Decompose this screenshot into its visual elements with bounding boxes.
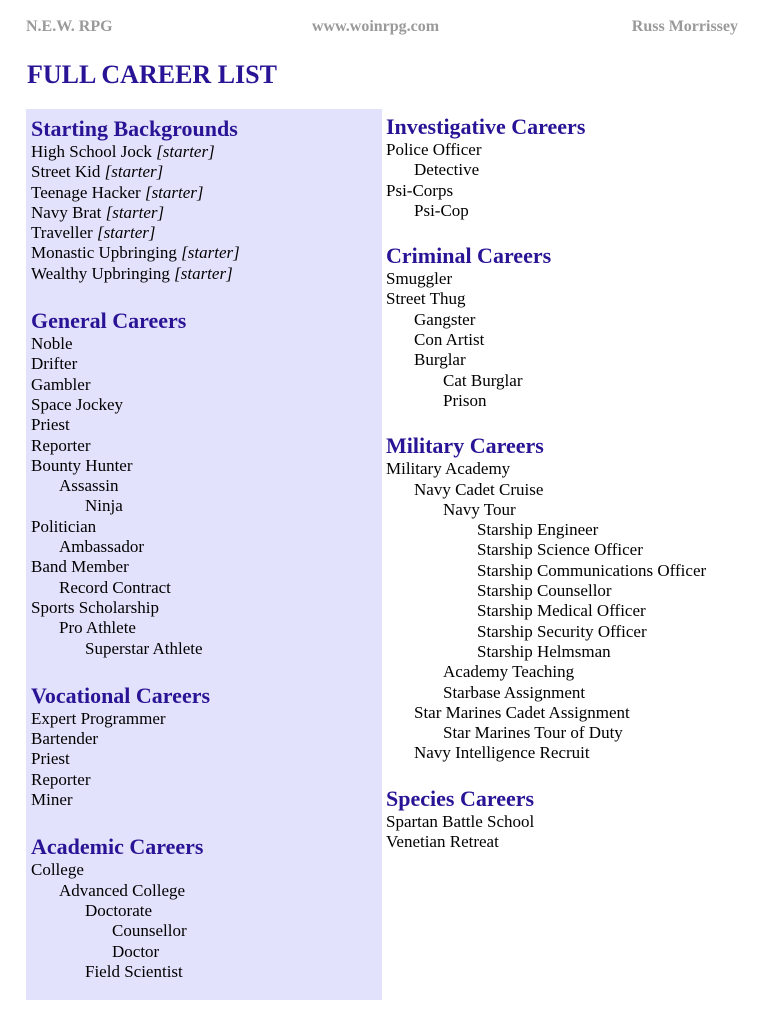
career-item (31, 729, 376, 749)
career-list (386, 812, 756, 853)
career-item (386, 683, 756, 703)
career-label: Traveller (31, 223, 93, 243)
career-label: Starship Counsellor (477, 581, 612, 601)
section-military-careers (386, 433, 756, 763)
career-item (386, 160, 756, 180)
career-item (31, 436, 376, 456)
career-label: Doctor (112, 941, 160, 961)
career-label: Starbase Assignment (443, 682, 586, 702)
career-item (386, 520, 756, 540)
career-item (31, 790, 376, 810)
career-item (386, 540, 756, 560)
career-item (31, 942, 376, 962)
career-item (386, 812, 756, 832)
career-label: Street Thug (386, 289, 466, 309)
career-item (386, 289, 756, 309)
career-label: Ninja (85, 496, 123, 516)
career-item (31, 770, 376, 790)
career-item (31, 375, 376, 395)
career-item (386, 743, 756, 763)
career-label: Record Contract (59, 577, 171, 597)
career-item (31, 334, 376, 354)
career-item (31, 557, 376, 577)
starter-tag: [starter] (156, 142, 215, 161)
career-item (31, 496, 376, 516)
career-label: Field Scientist (85, 961, 183, 981)
career-item (31, 578, 376, 598)
career-label: Navy Intelligence Recruit (414, 743, 590, 763)
career-label: Star Marines Tour of Duty (443, 723, 623, 743)
career-label: Gangster (414, 309, 476, 329)
career-item (31, 881, 376, 901)
career-label: Noble (31, 334, 73, 354)
career-item (386, 269, 756, 289)
career-item (386, 201, 756, 221)
career-label: Bounty Hunter (31, 455, 133, 475)
career-item (31, 709, 376, 729)
career-item (386, 140, 756, 160)
career-list (31, 334, 376, 659)
career-item (31, 162, 376, 182)
career-label: Venetian Retreat (386, 832, 499, 852)
career-label: Psi-Cop (414, 200, 469, 220)
career-label: Starship Helmsman (477, 641, 611, 661)
career-label: Starship Engineer (477, 520, 599, 540)
section-criminal-careers (386, 243, 756, 411)
career-item (31, 921, 376, 941)
header-game-name: N.E.W. RPG (26, 18, 113, 35)
career-item (31, 749, 376, 769)
career-label: Counsellor (112, 921, 187, 941)
career-label: High School Jock (31, 142, 152, 161)
career-label: Doctorate (85, 900, 153, 920)
page-header (26, 18, 738, 40)
career-item (31, 456, 376, 476)
career-list (386, 269, 756, 411)
career-item (31, 264, 376, 284)
career-item (386, 330, 756, 350)
career-item (31, 598, 376, 618)
career-label: Pro Athlete (59, 618, 136, 638)
section-title: General Careers (31, 308, 187, 334)
starter-tag: [starter] (181, 243, 240, 263)
career-label: Assassin (59, 476, 119, 496)
career-item (386, 622, 756, 642)
career-item (386, 581, 756, 601)
header-author: Russ Morrissey (631, 18, 738, 35)
career-list (31, 142, 376, 284)
career-label: Prison (443, 390, 487, 410)
career-label: Expert Programmer (31, 708, 166, 728)
section-title: Academic Careers (31, 834, 204, 860)
career-label: Reporter (31, 435, 91, 455)
career-label: Detective (414, 160, 480, 180)
career-list (386, 140, 756, 221)
career-list (31, 860, 376, 982)
career-label: Advanced College (59, 880, 186, 900)
career-item (386, 350, 756, 370)
career-item (31, 476, 376, 496)
career-item (386, 662, 756, 682)
career-item (386, 832, 756, 852)
section-title: Military Careers (386, 433, 544, 459)
career-item (31, 395, 376, 415)
section-academic-careers (31, 834, 376, 982)
career-label: Politician (31, 516, 97, 536)
career-label: Drifter (31, 354, 78, 374)
section-species-careers (386, 786, 756, 853)
career-label: Starship Medical Officer (477, 601, 646, 621)
career-label: Band Member (31, 557, 129, 577)
career-label: College (31, 860, 84, 880)
career-item (31, 415, 376, 435)
career-item (31, 962, 376, 982)
career-item (386, 601, 756, 621)
career-item (31, 901, 376, 921)
career-item (386, 480, 756, 500)
starter-tag: [starter] (104, 162, 164, 182)
career-list (386, 459, 756, 763)
career-item (386, 500, 756, 520)
career-item (31, 223, 376, 243)
career-item (386, 723, 756, 743)
section-title: Investigative Careers (386, 114, 586, 139)
career-item (386, 371, 756, 391)
section-general-careers (31, 308, 376, 659)
career-item (386, 181, 756, 201)
career-label: Starship Communications Officer (477, 560, 707, 580)
right-column (386, 114, 756, 852)
starter-tag: [starter] (96, 223, 156, 243)
career-item (386, 459, 756, 479)
career-item (386, 642, 756, 662)
starter-tag: [starter] (144, 182, 204, 202)
career-label: Wealthy Upbringing (31, 263, 170, 283)
career-label: Sports Scholarship (31, 597, 159, 617)
career-item (31, 537, 376, 557)
section-title: Species Careers (386, 785, 535, 811)
career-label: Starship Science Officer (477, 540, 643, 560)
career-label: Police Officer (386, 140, 482, 159)
career-label: Superstar Athlete (85, 638, 203, 658)
career-list (31, 709, 376, 810)
header-website[interactable]: www.woinrpg.com (312, 18, 440, 35)
career-item (31, 517, 376, 537)
career-label: Priest (31, 415, 70, 435)
section-starting-backgrounds (31, 116, 376, 284)
career-label: Priest (31, 749, 70, 769)
section-vocational-careers (31, 683, 376, 810)
career-item (31, 639, 376, 659)
career-label: Burglar (414, 350, 466, 370)
career-item (31, 142, 376, 162)
career-label: Star Marines Cadet Assignment (414, 702, 630, 722)
career-item (31, 183, 376, 203)
career-label: Cat Burglar (443, 370, 523, 390)
career-label: Gambler (31, 374, 91, 394)
career-label: Teenage Hacker (31, 182, 141, 202)
career-label: Psi-Corps (386, 180, 454, 200)
career-label: Street Kid (31, 162, 101, 182)
career-label: Reporter (31, 769, 91, 789)
career-item (31, 860, 376, 880)
page-title: FULL CAREER LIST (27, 60, 277, 89)
career-label: Navy Brat (31, 202, 102, 222)
career-item (31, 618, 376, 638)
career-item (31, 203, 376, 223)
career-label: Navy Tour (443, 499, 516, 519)
career-item (386, 703, 756, 723)
section-title: Criminal Careers (386, 243, 552, 269)
career-label: Navy Cadet Cruise (414, 479, 544, 499)
section-investigative-careers (386, 114, 756, 221)
career-label: Spartan Battle School (386, 811, 535, 831)
career-label: Con Artist (414, 330, 485, 350)
section-title: Starting Backgrounds (31, 116, 238, 141)
career-label: Ambassador (59, 537, 144, 557)
career-label: Bartender (31, 729, 99, 749)
left-column (31, 116, 376, 982)
career-label: Monastic Upbringing (31, 243, 177, 263)
career-item (31, 243, 376, 263)
career-label: Space Jockey (31, 394, 124, 414)
career-item (386, 561, 756, 581)
starter-tag: [starter] (174, 263, 233, 283)
section-title: Vocational Careers (31, 682, 211, 708)
career-item (386, 391, 756, 411)
career-label: Miner (31, 790, 73, 810)
career-label: Academy Teaching (443, 662, 575, 682)
career-label: Military Academy (386, 459, 511, 479)
career-item (386, 310, 756, 330)
career-item (31, 354, 376, 374)
career-label: Smuggler (386, 269, 453, 289)
starter-tag: [starter] (105, 202, 165, 222)
career-label: Starship Security Officer (477, 621, 647, 641)
